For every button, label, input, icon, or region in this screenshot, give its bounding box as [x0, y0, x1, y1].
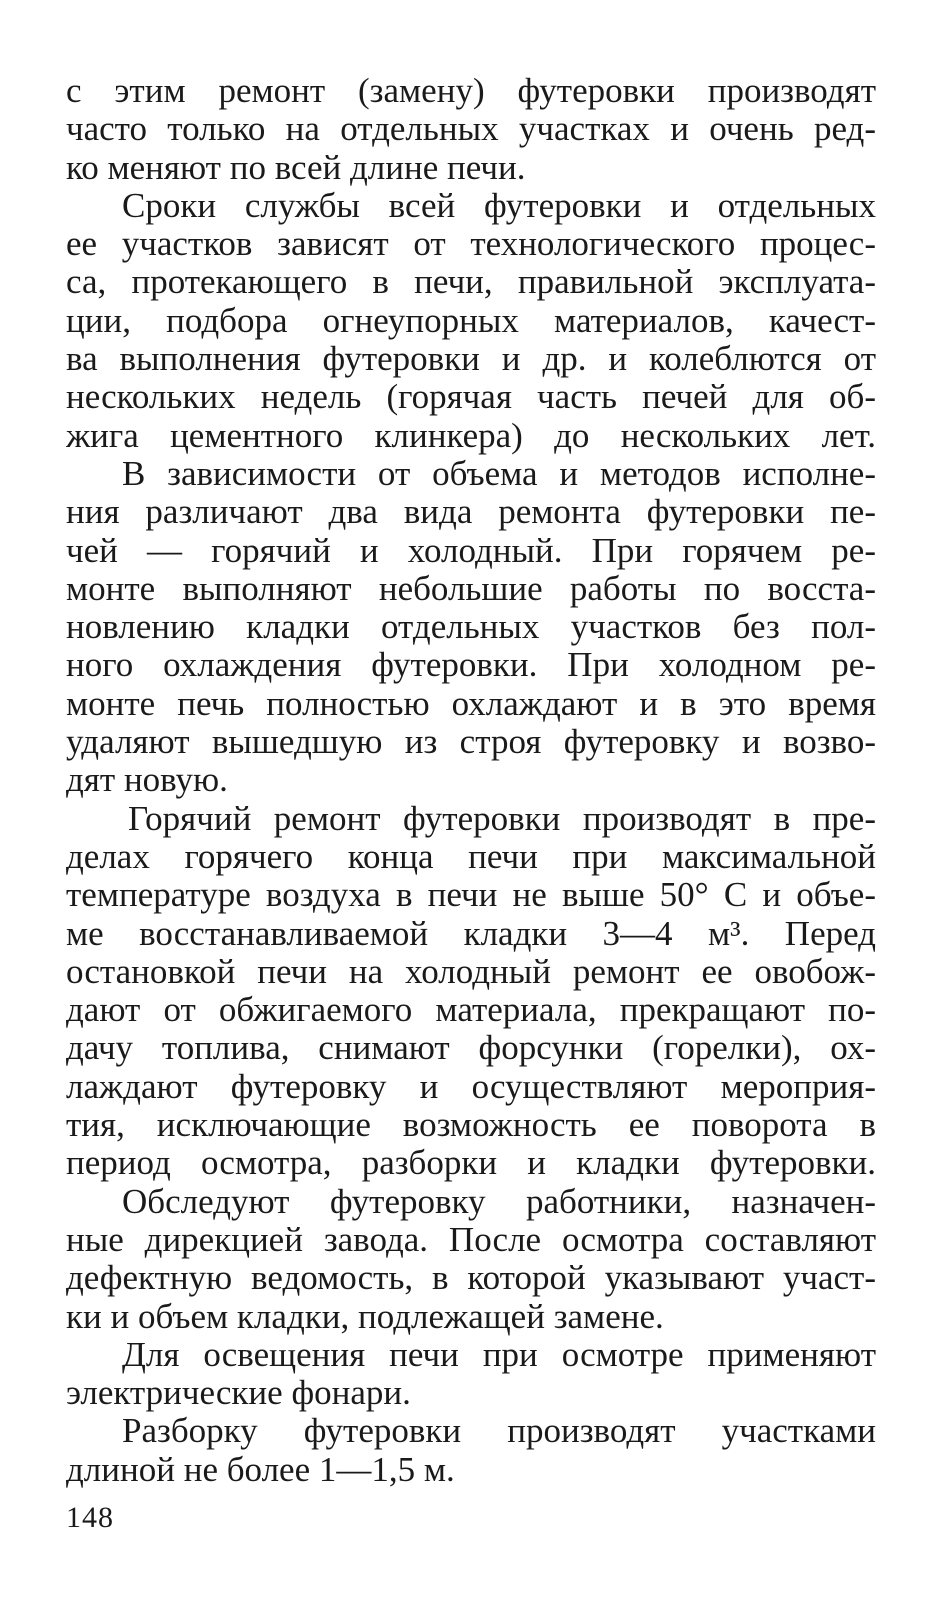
text-line: ния различают два вида ремонта футеровки пе-	[66, 493, 876, 532]
text-line: ного охлаждения футеровки. При холодном ре-	[66, 646, 876, 685]
text-line: дят новую.	[66, 761, 228, 800]
text-line: ко меняют по всей длине печи.	[66, 148, 526, 187]
text-line: удаляют вышедшую из строя футеровку и возво-	[66, 723, 876, 762]
text-line: остановкой печи на холодный ремонт ее овобож-	[66, 952, 876, 991]
text-line: лаждают футеровку и осуществляют мероприя-	[66, 1067, 876, 1106]
text-line: Для освещения печи при осмотре применяют	[122, 1335, 876, 1374]
text-line: ме восстанавливаемой кладки 3—4 м³. Перед	[66, 914, 876, 953]
text-line: Обследуют футеровку работники, назначен-	[122, 1182, 876, 1221]
text-line: В зависимости от объема и методов исполне-	[122, 454, 876, 493]
text-line: длиной не более 1—1,5 м.	[66, 1450, 455, 1489]
text-line: са, протекающего в печи, правильной эксплуата-	[66, 263, 876, 302]
text-line: новлению кладки отдельных участков без пол-	[66, 608, 876, 647]
text-line: ки и объем кладки, подлежащей замене.	[66, 1297, 664, 1336]
text-line: период осмотра, разборки и кладки футеровки.	[66, 1144, 876, 1183]
text-line: ва выполнения футеровки и др. и колеблются от	[66, 340, 876, 379]
text-line: ции, подбора огнеупорных материалов, качест-	[66, 301, 876, 340]
text-line: чей — горячий и холодный. При горячем ре-	[66, 531, 876, 570]
text-line: Сроки службы всей футеровки и отдельных	[122, 186, 876, 225]
text-line: делах горячего конца печи при максимальной	[66, 837, 876, 876]
text-line: тия, исключающие возможность ее поворота в	[66, 1106, 876, 1145]
page-number: 148	[66, 1501, 114, 1534]
text-line: дачу топлива, снимают форсунки (горелки), ох-	[66, 1029, 876, 1068]
text-line: монте выполняют небольшие работы по восста-	[66, 569, 876, 608]
text-line: часто только на отдельных участках и очень ред-	[66, 110, 876, 149]
text-line: Горячий ремонт футеровки производят в пре-	[128, 799, 876, 838]
text-line: Разборку футеровки производят участками	[122, 1412, 876, 1451]
text-line: температуре воздуха в печи не выше 50° С и объе-	[66, 876, 876, 915]
text-line: дефектную ведомость, в которой указывают участ-	[66, 1259, 876, 1298]
page-text	[66, 72, 876, 1489]
text-line: с этим ремонт (замену) футеровки производят	[66, 72, 876, 110]
text-line: нескольких недель (горячая часть печей для об-	[66, 378, 876, 417]
text-line: дают от обжигаемого материала, прекращают по-	[66, 991, 876, 1030]
text-line: электрические фонари.	[66, 1374, 411, 1413]
text-line: ее участков зависят от технологического процес-	[66, 225, 876, 264]
text-line: жига цементного клинкера) до нескольких лет.	[66, 416, 876, 455]
text-line: ные дирекцией завода. После осмотра составляют	[66, 1220, 876, 1259]
text-line: монте печь полностью охлаждают и в это время	[66, 684, 876, 723]
